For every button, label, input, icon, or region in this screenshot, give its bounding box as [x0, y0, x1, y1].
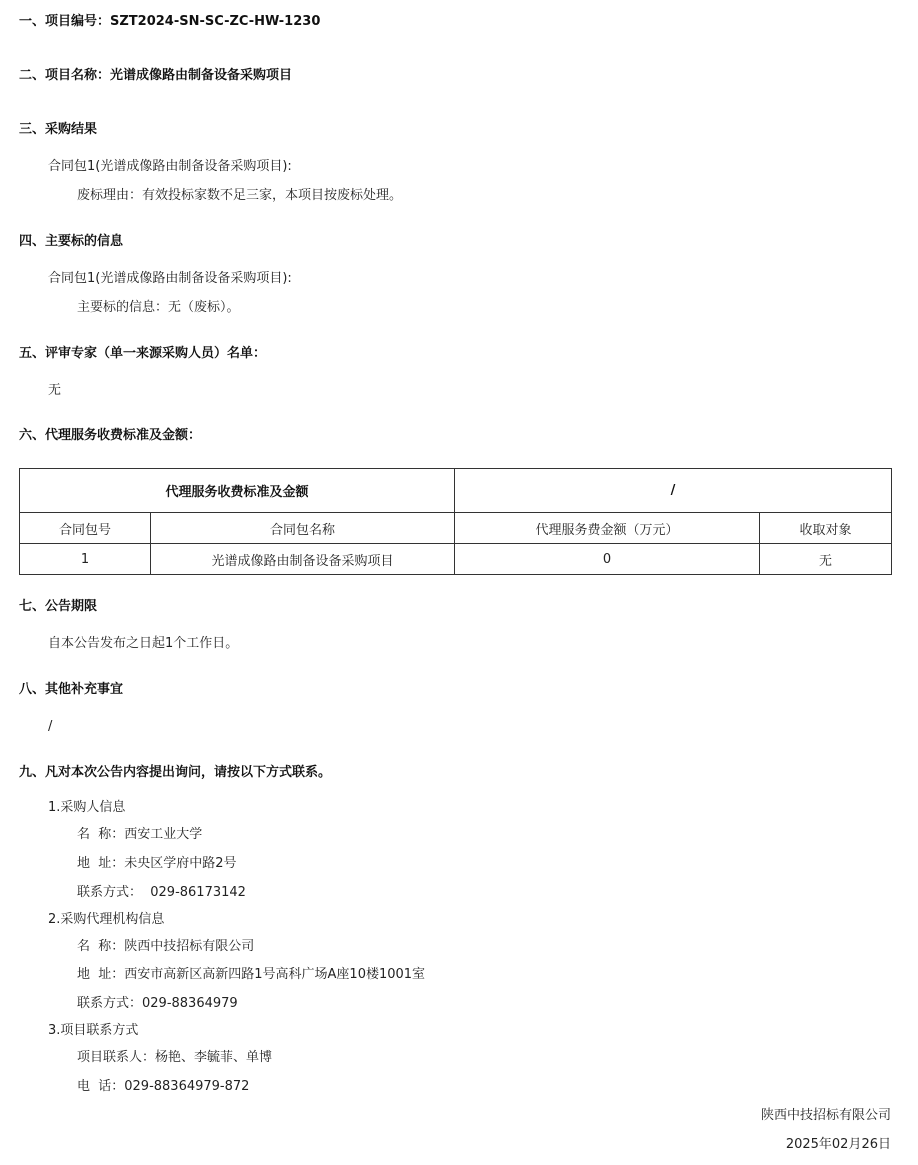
other-value: /: [48, 719, 53, 734]
period-value: 自本公告发布之日起1个工作日。: [48, 636, 239, 651]
footer-date: 2025年02月26日: [785, 1137, 891, 1152]
fee-table-column-row: [20, 513, 892, 544]
result-reason: 废标理由：有效投标家数不足三家，本项目按废标处理。: [77, 188, 403, 203]
section-heading-period: 七、公告期限: [19, 599, 98, 614]
cell-fee-amount: 0: [455, 544, 760, 575]
section-heading-contact: 九、凡对本次公告内容提出询问，请按以下方式联系。: [19, 765, 332, 780]
project-contact-title: 3.项目联系方式: [48, 1023, 139, 1038]
project-name-label: 二、项目名称：: [19, 68, 111, 83]
purchaser-address: 地 址：未央区学府中路2号: [77, 856, 237, 871]
section-heading-experts: 五、评审专家（单一来源采购人员）名单：: [19, 346, 267, 361]
fee-table-header-row: [20, 469, 892, 513]
fee-table-header-left: 代理服务收费标准及金额: [20, 469, 455, 513]
project-number-value: SZT2024-SN-SC-ZC-HW-1230: [110, 14, 321, 29]
agency-name: 名 称：陕西中技招标有限公司: [77, 939, 255, 954]
purchaser-contact: 联系方式： 029-86173142: [77, 885, 246, 900]
purchaser-name: 名 称：西安工业大学: [77, 827, 203, 842]
cell-payer: 无: [760, 544, 892, 575]
experts-value: 无: [48, 383, 62, 398]
section-heading-subject: 四、主要标的信息: [19, 234, 124, 249]
column-header-package-no: 合同包号: [20, 513, 151, 544]
column-header-package-name: 合同包名称: [151, 513, 455, 544]
column-header-payer: 收取对象: [760, 513, 892, 544]
section-heading-other: 八、其他补充事宜: [19, 682, 124, 697]
cell-package-no: 1: [20, 544, 151, 575]
project-contact-people: 项目联系人：杨艳、李毓菲、单博: [77, 1050, 273, 1065]
subject-package: 合同包1(光谱成像路由制备设备采购项目):: [48, 271, 292, 286]
project-number: [19, 13, 320, 31]
project-name: [19, 67, 292, 85]
section-heading-fee: 六、代理服务收费标准及金额：: [19, 428, 202, 443]
footer-company: 陕西中技招标有限公司: [760, 1108, 891, 1123]
subject-info: 主要标的信息：无（废标）。: [77, 300, 240, 315]
agency-address: 地 址：西安市高新区高新四路1号高科广场A座10楼1001室: [77, 967, 426, 982]
agency-contact: 联系方式：029-88364979: [77, 996, 238, 1011]
column-header-fee-amount: 代理服务费金额（万元）: [455, 513, 760, 544]
project-name-value: 光谱成像路由制备设备采购项目: [110, 68, 293, 83]
purchaser-title: 1.采购人信息: [48, 800, 126, 815]
result-package: 合同包1(光谱成像路由制备设备采购项目):: [48, 159, 292, 174]
agency-title: 2.采购代理机构信息: [48, 912, 165, 927]
fee-table: [19, 468, 892, 575]
section-heading-result: 三、采购结果: [19, 122, 98, 137]
project-contact-phone: 电 话：029-88364979-872: [77, 1079, 250, 1094]
project-number-label: 一、项目编号：: [19, 14, 111, 29]
fee-table-header-right: /: [455, 469, 892, 513]
table-row: [20, 544, 892, 575]
cell-package-name: 光谱成像路由制备设备采购项目: [151, 544, 455, 575]
